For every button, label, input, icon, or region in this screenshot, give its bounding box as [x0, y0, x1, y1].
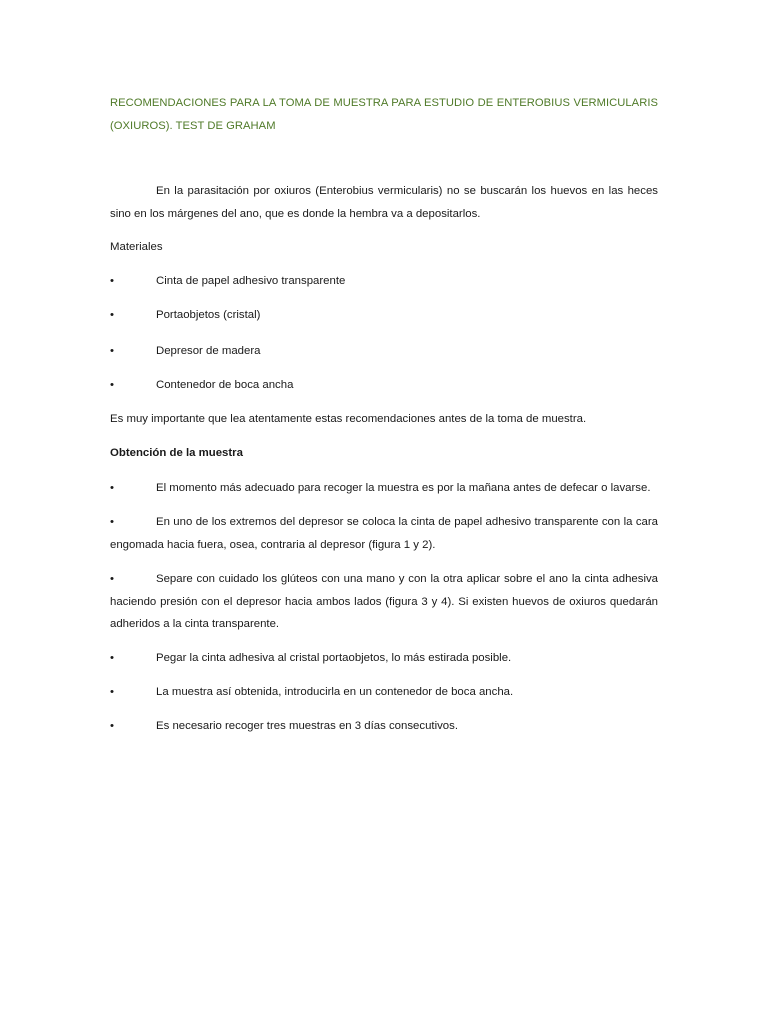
materials-item-text: Depresor de madera: [156, 345, 261, 357]
step-text: En uno de los extremos del depresor se coloca la cinta de papel adhesivo transparente con la cara engomada hacia fuera, osea, contraria al depresor (figura 1 y 2).: [110, 516, 658, 551]
step-list-item: [110, 511, 658, 556]
step-list-item: [110, 568, 658, 636]
step-text: Separe con cuidado los glúteos con una mano y con la otra aplicar sobre el ano la cinta adhesiva haciendo presión con el depresor hacia ambos lados (figura 3 y 4). Si existen huevos de oxiuros quedarán adheridos a la cinta transparente.: [110, 573, 658, 630]
materials-list-item: [110, 304, 658, 327]
materials-item-text: Cinta de papel adhesivo transparente: [156, 275, 346, 287]
step-text: Es necesario recoger tres muestras en 3 días consecutivos.: [156, 720, 458, 732]
bullet-icon: •: [110, 379, 114, 391]
bullet-icon: •: [110, 482, 114, 494]
bullet-icon: •: [110, 345, 114, 357]
bullet-icon: •: [110, 275, 114, 287]
document-title: RECOMENDACIONES PARA LA TOMA DE MUESTRA PARA ESTUDIO DE ENTEROBIUS VERMICULARIS (OXIUROS). TEST DE GRAHAM: [110, 97, 658, 132]
bullet-icon: •: [110, 573, 114, 585]
materials-item-text: Portaobjetos (cristal): [156, 309, 261, 321]
step-text: Pegar la cinta adhesiva al cristal portaobjetos, lo más estirada posible.: [156, 652, 512, 664]
bullet-icon: •: [110, 652, 114, 664]
step-list-item: [110, 647, 658, 670]
materials-list-item: [110, 374, 658, 397]
procedure-heading: Obtención de la muestra: [110, 447, 243, 459]
bullet-icon: •: [110, 309, 114, 321]
bullet-icon: •: [110, 720, 114, 732]
important-note: Es muy importante que lea atentamente estas recomendaciones antes de la toma de muestra.: [110, 413, 587, 425]
intro-paragraph: En la parasitación por oxiuros (Enterobius vermicularis) no se buscarán los huevos en las heces sino en los márgenes del ano, que es donde la hembra va a depositarlos.: [110, 185, 658, 220]
step-text: El momento más adecuado para recoger la muestra es por la mañana antes de defecar o lavarse.: [156, 482, 651, 494]
step-list-item: [110, 681, 658, 704]
materials-list-item: [110, 270, 658, 293]
materials-item-text: Contenedor de boca ancha: [156, 379, 294, 391]
step-list-item: [110, 715, 658, 738]
bullet-icon: •: [110, 516, 114, 528]
bullet-icon: •: [110, 686, 114, 698]
step-list-item: [110, 477, 658, 500]
materials-heading: Materiales: [110, 241, 163, 253]
materials-list-item: [110, 340, 658, 363]
step-text: La muestra así obtenida, introducirla en un contenedor de boca ancha.: [156, 686, 514, 698]
